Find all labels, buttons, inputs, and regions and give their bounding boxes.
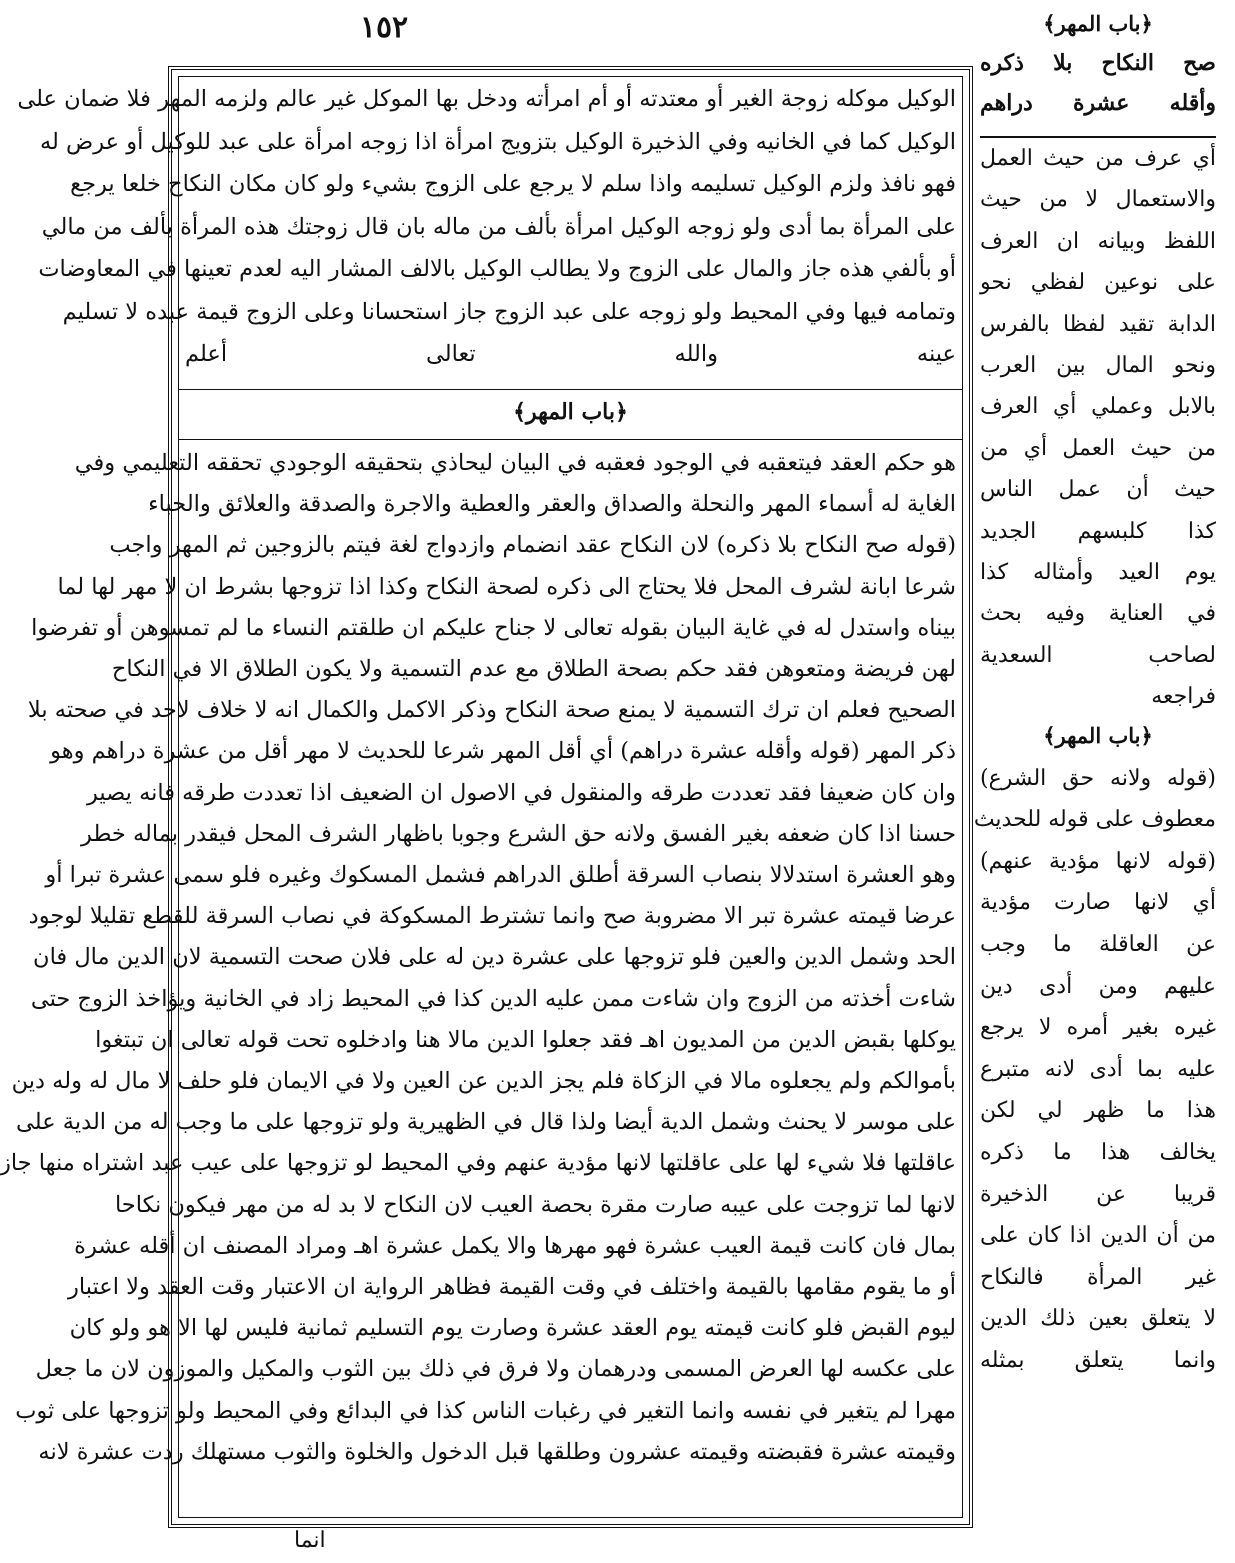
top-text-line: الوكيل كما في الخانيه وفي الذخيرة الوكيل بتزويج امرأة اذا زوجه امرأة على عبد للوكيل أو عرض له (39, 128, 956, 155)
body-text-line: حسنا اذا كان ضعفه بغير الفسق ولانه حق الشرع وجوبا باظهار الشرف المحل فيقدر بماله خطر (81, 820, 956, 847)
body-text-line: الصحيح فعلم ان ترك التسمية لا يمنع صحة النكاح وذكر الاكمل والكمال انه لا خلاف لاحد في صحته بلا (27, 697, 956, 724)
margin-commentary-1-line: والاستعمال لا من حيث (980, 187, 1216, 213)
margin-commentary-2-line: يخالف هذا ما ذكره (980, 1140, 1216, 1165)
margin-commentary-1-line: كذا كلبسهم الجديد (980, 518, 1216, 544)
body-text-line: ذكر المهر (قوله وأقله عشرة دراهم) أي أقل المهر شرعا للحديث لا مهر أقل من عشرة دراهم وهو (50, 738, 956, 765)
body-text-line: عرضا قيمته عشرة تبر الا مضروبة صح وانما تشترط المسكوكة في نصاب السرقة للقطع تقليلا لوجود (28, 903, 956, 930)
body-text-line: عاقلتها فلا شيء لها على عاقلتها لانها مؤدية عنهم وفي المحيط لو تزوجها على عيب عبد اشتراه منها جاز (0, 1150, 956, 1177)
margin-commentary-1-line: على نوعين لفظي نحو (980, 270, 1216, 296)
catchword: انما (294, 1528, 326, 1553)
body-text-line: على عكسه لها العرض المسمى ودرهمان ولا فرق في ذلك بين الثوب والمكيل والموزون لان ما جعل (35, 1356, 956, 1383)
body-text-line: وهو العشرة استدلالا بنصاب السرقة أطلق الدراهم فشمل المسكوك وغيره فلو سمى عشرة تبرا أو (45, 862, 956, 888)
margin-commentary-2-line: (قوله ولانه حق الشرع) (980, 765, 1216, 791)
body-text-line: مهرا لم يتغير في نفسه وانما التغير في رغبات الناس كذا في البدائع وفي المحيط ولو تزوجها على ثوب (15, 1397, 956, 1424)
margin-commentary-2-line: عن العاقلة ما وجب (980, 932, 1216, 957)
section-rule-bottom (179, 439, 962, 440)
body-text-line: بمال فان كانت قيمة العيب عشرة فهو مهرها والا يكمل عشرة اهـ ومراد المصنف ان أقله عشرة (74, 1232, 956, 1259)
body-text-line: لهن فريضة ومتعوهن فقد حكم بصحة الطلاق مع عدم التسمية ولا يكون الطلاق الا في النكاح (111, 656, 956, 682)
margin-commentary-1-line: يوم العيد وأمثاله كذا (980, 560, 1216, 585)
top-text-line: الوكيل موكله زوجة الغير أو معتدته أو أم امرأته ودخل بها الموكل غير عالم ولزمه المهر فلا ضمان على (17, 86, 956, 112)
margin-commentary-2-line: لا يتعلق بعين ذلك الدين (980, 1306, 1216, 1332)
body-text-line: بأموالكم ولم يجعلوه مالا في الزكاة فلم يجز الدين عن العين ولا في الايمان فلو حلف لا مال له وله دين (11, 1068, 956, 1094)
margin-commentary-1-line: في العناية وفيه بحث (980, 601, 1216, 627)
margin-commentary-2-line: (قوله لانها مؤدية عنهم) (980, 848, 1216, 874)
body-text-line: ليوم القبض فلو كانت قيمته يوم العقد عشرة وصارت يوم التسليم ثمانية فليس لها الا هو ولو كان (69, 1315, 956, 1342)
body-text-line: وان كان ضعيفا فقد تعددت طرقه والمنقول في الاصول ان الضعيف اذا تعددت طرقه فانه يصير (86, 779, 956, 806)
top-text-line: على المرأة بما أدى ولو زوجه الوكيل امرأة بألف من ماله بان قال زوجتك هذه المرأة بألف من مالي (41, 213, 956, 240)
margin-commentary-2-line: عليهم ومن أدى دين (980, 973, 1216, 999)
body-text-line: هو حكم العقد فيتعقبه في الوجود فعقبه في البيان ليحاذي بتحقيقه الوجودي تحققه التعليمي وفي (74, 450, 956, 476)
top-text-line: فهو نافذ ولزم الوكيل تسليمه واذا سلم لا يرجع على الزوج بشيء ولو كان مكان النكاح خلعا يرجع (70, 171, 956, 197)
margin-commentary-1-line: أي عرف من حيث العمل (980, 146, 1216, 171)
margin-commentary-1-line: الدابة تقيد لفظا بالفرس (980, 311, 1216, 337)
margin-rule (980, 137, 1216, 138)
main-text-inner (0, 76, 963, 1518)
margin-commentary-1-line: حيث أن عمل الناس (980, 477, 1216, 503)
margin-matn-line: وأقله عشرة دراهم (980, 90, 1216, 116)
margin-commentary-1-line: ونحو المال بين العرب (980, 353, 1216, 378)
margin-commentary-2-line: أي لانها صارت مؤدية (980, 890, 1216, 916)
body-text-line: لانها لما تزوجت على عيبه صارت مقرة بحصة العيب لان النكاح لا بد له من مهر فيكون نكاحا (114, 1191, 956, 1218)
margin-commentary-1-line: لصاحب السعدية (980, 642, 1216, 668)
margin-heading-1: ﴿باب المهر﴾ (1043, 11, 1153, 36)
margin-commentary-2-line: معطوف على قوله للحديث (973, 807, 1216, 833)
margin-commentary-2-line: غيره بغير أمره لا يرجع (980, 1015, 1216, 1041)
page-number: ١٥٢ (359, 10, 409, 45)
margin-commentary-2-line: قريبا عن الذخيرة (980, 1181, 1216, 1207)
body-text-line: بيناه واستدل له في غاية البيان بقوله تعالى لا جناح عليكم ان طلقتم النساء ما لم تمسوهن أو تفرضوا (31, 614, 956, 641)
margin-commentary-1-line: اللفظ وبيانه ان العرف (980, 228, 1216, 254)
body-text-line: أو ما يقوم مقامها بالقيمة واختلف في وقت القيمة فظاهر الرواية ان الاعتبار وقت العقد ولا اعتبار (67, 1274, 956, 1300)
body-text-line: شاءت أخذته من الزوج وان شاءت ممن عليه الدين كذا في المحيط زاد في الخانية ويؤاخذ الزوج حتى (30, 985, 956, 1012)
margin-commentary (973, 11, 1216, 1373)
top-text-line: أو بألفي هذه جاز والمال على الزوج ولا يطالب الوكيل بالالف المشار اليه لعدم تعينها في المعاوضات (38, 256, 956, 282)
body-text-line: الحد وشمل الدين والعين فلو تزوجها على عشرة دين له على فلان صحت التسمية لان الدين مال فان (33, 944, 956, 971)
margin-commentary-2-line: غير المرأة فالنكاح (980, 1264, 1216, 1290)
body-text-line: يوكلها بقبض الدين من المديون اهـ فقد جعلوا الدين مالا هنا وادخلوه تحت قوله تعالى ان تبتغوا (95, 1026, 956, 1053)
margin-commentary-1-line: من حيث العمل أي من (980, 435, 1216, 461)
main-text-frame (0, 66, 973, 1528)
body-text-line: على موسر لا يحنث وشمل الدية أيضا ولذا قال في الظهيرية ولو تزوجها على ما وجب له من الدية على (16, 1109, 956, 1136)
body-text-line: شرعا ابانة لشرف المحل فلا يحتاج الى ذكره لصحة النكاح وكذا اذا تزوجها بشرط ان لا مهر لها لما (57, 573, 956, 600)
margin-matn-line: صح النكاح بلا ذكره (980, 50, 1216, 76)
margin-commentary-2-line: عليه بما أدى لانه متبرع (980, 1056, 1216, 1082)
margin-commentary-2-line: من أن الدين اذا كان على (980, 1223, 1216, 1249)
body-text-line: (قوله صح النكاح بلا ذكره) لان النكاح عقد انضمام وازدواج لغة فيتم بالزوجين ثم المهر واجب (109, 532, 956, 559)
margin-heading-2: ﴿باب المهر﴾ (1043, 722, 1153, 748)
top-text-line: وتمامه فيها وفي المحيط ولو زوجه على عبد الزوج جاز استحسانا وعلى الزوج قيمة عبده لا تسليم (62, 298, 956, 325)
section-title: ﴿باب المهر﴾ (513, 399, 628, 425)
margin-commentary-1-line: فراجعه (1151, 684, 1216, 710)
body-text-line: وقيمته عشرة فقبضته وقيمته عشرون وطلقها قبل الدخول والخلوة والثوب مستهلك ردت عشرة لانه (38, 1438, 956, 1465)
top-text-line: عينه والله تعالى أعلم (185, 341, 956, 367)
section-rule-top (179, 389, 962, 390)
margin-commentary-2-line: هذا ما ظهر لي لكن (980, 1098, 1216, 1124)
margin-commentary-2-line: وانما يتعلق بمثله (980, 1348, 1216, 1373)
margin-commentary-1-line: بالابل وعملي أي العرف (980, 394, 1216, 420)
body-text-line: الغاية له أسماء المهر والنحلة والصداق والعقر والعطية والاجرة والصدقة والعلائق والحباء (148, 491, 956, 518)
